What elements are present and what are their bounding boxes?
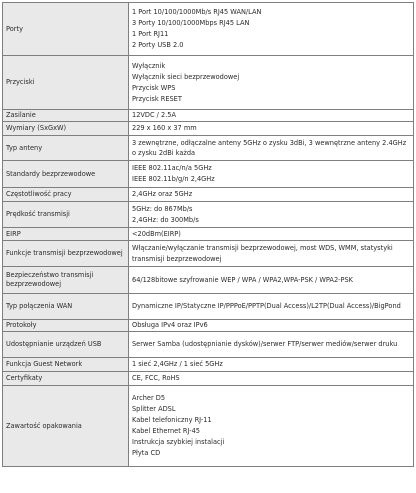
spec-label: Standardy bezprzewodowe [3, 161, 129, 188]
spec-value [129, 332, 414, 358]
spec-value-line: <20dBm(EIRP) [132, 229, 181, 238]
spec-row [3, 136, 414, 161]
spec-label: Funkcja Guest Network [3, 358, 129, 372]
spec-value-line: 2,4GHz oraz 5GHz [132, 190, 193, 198]
spec-table-body [3, 3, 414, 467]
spec-row [3, 56, 414, 110]
spec-value-line: 2,4GHz: do 300Mb/s [132, 215, 199, 224]
spec-label: Bezpieczeństwo transmisji bezprzewodowej [3, 267, 129, 294]
spec-row [3, 122, 414, 136]
spec-row [3, 161, 414, 188]
spec-value [129, 136, 414, 161]
spec-label: Częstotliwość pracy [3, 188, 129, 202]
spec-label: Typ anteny [3, 136, 129, 161]
spec-value [129, 358, 414, 372]
spec-label: Wymiary (SxGxW) [3, 122, 129, 136]
spec-value [129, 202, 414, 228]
spec-value [129, 386, 414, 467]
spec-value [129, 372, 414, 386]
spec-value-line: Włączanie/wyłączanie transmisji bezprzewodowej, most WDS, WMM, statystyki transmisji bezprzewodowej [132, 244, 393, 263]
spec-label: Typ połączenia WAN [3, 294, 129, 320]
spec-row [3, 241, 414, 267]
spec-label: Certyfikaty [3, 372, 129, 386]
spec-value-line: Przycisk WPS [132, 83, 176, 92]
spec-value-line: Przycisk RESET [132, 94, 182, 103]
spec-value-line: 1 Port RJ11 [132, 30, 169, 38]
spec-row [3, 386, 414, 467]
spec-value [129, 188, 414, 202]
spec-value-line: 3 Porty 10/100/1000Mbps RJ45 LAN [132, 19, 250, 27]
spec-table [2, 2, 414, 467]
spec-value [129, 3, 414, 56]
spec-value-line: Kabel telefoniczny RJ-11 [132, 416, 212, 424]
spec-value [129, 320, 414, 332]
spec-label: Porty [3, 3, 129, 56]
spec-row [3, 3, 414, 56]
spec-value [129, 110, 414, 122]
spec-value-line: 5GHz: do 867Mb/s [132, 204, 193, 213]
spec-value-line: Archer D5 [132, 394, 166, 402]
spec-value [129, 56, 414, 110]
spec-value-line: Obsługa IPv4 oraz IPv6 [132, 321, 208, 329]
spec-label: Zasilanie [3, 110, 129, 122]
spec-value-line: 1 sieć 2,4GHz / 1 sieć 5GHz [132, 360, 223, 368]
spec-value-line: Wyłącznik sieci bezprzewodowej [132, 72, 240, 81]
spec-value-line: Splitter ADSL [132, 405, 176, 413]
spec-label: Zawartość opakowania [3, 386, 129, 467]
spec-row [3, 320, 414, 332]
spec-value [129, 161, 414, 188]
spec-value-line: IEEE 802.11b/g/n 2,4GHz [132, 175, 215, 183]
spec-value-line: 229 x 160 x 37 mm [132, 124, 197, 132]
spec-value-line: 1 Port 10/100/1000Mb/s RJ45 WAN/LAN [132, 8, 262, 16]
spec-label: Funkcje transmisji bezprzewodowej [3, 241, 129, 267]
spec-value-line: 3 zewnętrzne, odłączalne anteny 5GHz o zysku 3dBi, 3 wewnętrzne anteny 2.4GHz o zysku 2dBi każda [132, 138, 407, 157]
spec-sheet [2, 2, 414, 467]
spec-row [3, 228, 414, 241]
spec-value [129, 267, 414, 294]
spec-value-line: Wyłącznik [132, 61, 166, 70]
spec-row [3, 267, 414, 294]
spec-row [3, 332, 414, 358]
spec-value-line: IEEE 802.11ac/n/a 5GHz [132, 164, 212, 172]
spec-value-line: 2 Porty USB 2.0 [132, 41, 184, 49]
spec-label: Protokoły [3, 320, 129, 332]
spec-label: Przyciski [3, 56, 129, 110]
spec-row [3, 110, 414, 122]
spec-label: Udostępnianie urządzeń USB [3, 332, 129, 358]
spec-row [3, 372, 414, 386]
spec-row [3, 294, 414, 320]
spec-label: Prędkość transmisji [3, 202, 129, 228]
spec-value-line: Instrukcja szybkiej instalacji [132, 438, 225, 446]
spec-value-line: 64/128bitowe szyfrowanie WEP / WPA / WPA2,WPA-PSK / WPA2-PSK [132, 275, 354, 284]
spec-row [3, 188, 414, 202]
spec-value [129, 294, 414, 320]
spec-value-line: Dynamiczne IP/Statyczne IP/PPPoE/PPTP(Dual Access)/L2TP(Dual Access)/BigPond [132, 302, 401, 311]
spec-value-line: 12VDC / 2.5A [132, 111, 176, 119]
spec-value-line: Kabel Ethernet RJ-45 [132, 427, 200, 435]
spec-row [3, 358, 414, 372]
spec-label: EIRP [3, 228, 129, 241]
spec-value-line: Serwer Samba (udostępnianie dysków)/serwer FTP/serwer mediów/serwer druku [132, 340, 398, 349]
spec-value [129, 122, 414, 136]
spec-value-line: Płyta CD [132, 449, 161, 457]
spec-value [129, 241, 414, 267]
spec-value-line: CE, FCC, RoHS [132, 374, 180, 382]
spec-row [3, 202, 414, 228]
spec-value [129, 228, 414, 241]
